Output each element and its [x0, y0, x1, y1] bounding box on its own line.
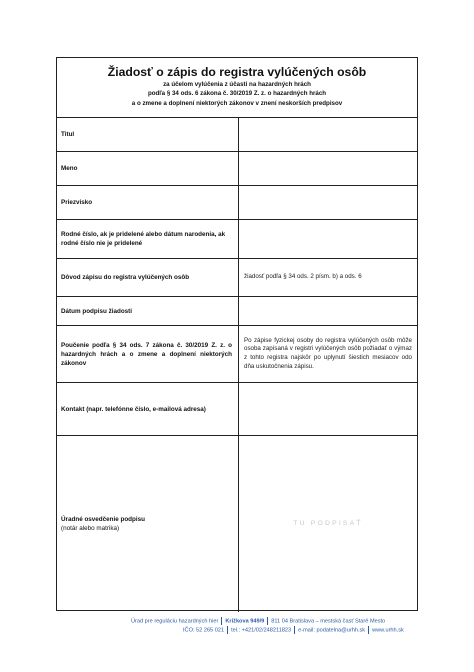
footer-tel: tel.: +421/02/248211823	[231, 627, 292, 634]
footer-divider	[294, 626, 295, 634]
label-priezvisko: Priezvisko	[57, 186, 239, 219]
field-rodne-cislo[interactable]	[239, 220, 417, 258]
field-meno[interactable]	[239, 152, 417, 185]
row-datum	[57, 297, 417, 326]
label-datum: Dátum podpisu žiadosti	[57, 297, 239, 325]
footer-ico: IČO: 52 265 021	[183, 627, 225, 634]
signature-field[interactable]	[239, 436, 417, 612]
footer-divider	[368, 626, 369, 634]
field-titul[interactable]	[239, 118, 417, 151]
row-priezvisko	[57, 186, 417, 220]
application-form	[56, 57, 418, 611]
row-titul	[57, 118, 417, 152]
label-rodne-cislo: Rodné číslo, ak je pridelené alebo dátum narodenia, ak rodné číslo nie je pridelené	[57, 220, 239, 258]
form-header	[57, 58, 417, 118]
row-dovod	[57, 259, 417, 297]
footer-email[interactable]: e-mail: podatelna@urhh.sk	[298, 627, 366, 634]
row-kontakt	[57, 383, 417, 436]
row-poucenie	[57, 326, 417, 383]
label-titul: Titul	[57, 118, 239, 151]
footer-postal: 811 04 Bratislava – mestská časť Staré Mesto	[271, 618, 386, 625]
footer-divider	[221, 617, 222, 625]
form-subtitle-1: za účelom vylúčenia z účasti na hazardných hrách	[163, 81, 311, 88]
label-kontakt: Kontakt (napr. telefónne číslo, e-mailová adresa)	[57, 383, 239, 435]
value-poucenie: Po zápise fyzickej osoby do registra vylúčených osôb môže osoba zapísaná v registri vylúčených osôb požiadať o výmaz z tohto registra najskôr po uplynutí šiestich mesiacov odo dňa uskutočnenia zápisu.	[244, 336, 412, 370]
footer-office: Úrad pre reguláciu hazardných hier	[131, 618, 219, 625]
footer-address: Križkova 949/9	[225, 618, 265, 625]
field-priezvisko[interactable]	[239, 186, 417, 219]
footer-line-1	[131, 617, 385, 626]
value-dovod: žiadosť podľa § 34 ods. 2 písm. b) a ods. 6	[244, 273, 362, 281]
signature-watermark: TU PODPISAŤ	[293, 519, 363, 527]
form-title: Žiadosť o zápis do registra vylúčených osôb	[107, 65, 367, 79]
field-datum[interactable]	[239, 297, 417, 325]
label-osvedcenie	[57, 436, 239, 612]
footer-divider	[267, 617, 268, 625]
form-subtitle-2: podľa § 34 ods. 6 zákona č. 30/2019 Z. z. o hazardných hrách	[147, 90, 327, 98]
label-osvedcenie-note: (notár alebo matrika)	[61, 525, 120, 532]
label-poucenie: Poučenie podľa § 34 ods. 7 zákona č. 30/2019 Z. z. o hazardných hrách a o zmene a doplnení niektorých zákonov	[57, 326, 239, 382]
row-meno	[57, 152, 417, 186]
label-osvedcenie-title: Úradné osvedčenie podpisu	[61, 516, 145, 523]
row-osvedcenie	[57, 436, 417, 612]
label-meno: Meno	[57, 152, 239, 185]
label-dovod: Dôvod zápisu do registra vylúčených osôb	[57, 259, 239, 296]
form-subtitle-3: a o zmene a doplnení niektorých zákonov v znení neskorších predpisov	[131, 99, 343, 107]
field-kontakt[interactable]	[239, 383, 417, 435]
footer-divider	[227, 626, 228, 634]
row-rodne-cislo	[57, 220, 417, 259]
footer-web[interactable]: www.urhh.sk	[372, 627, 404, 634]
footer-line-2	[183, 626, 404, 635]
